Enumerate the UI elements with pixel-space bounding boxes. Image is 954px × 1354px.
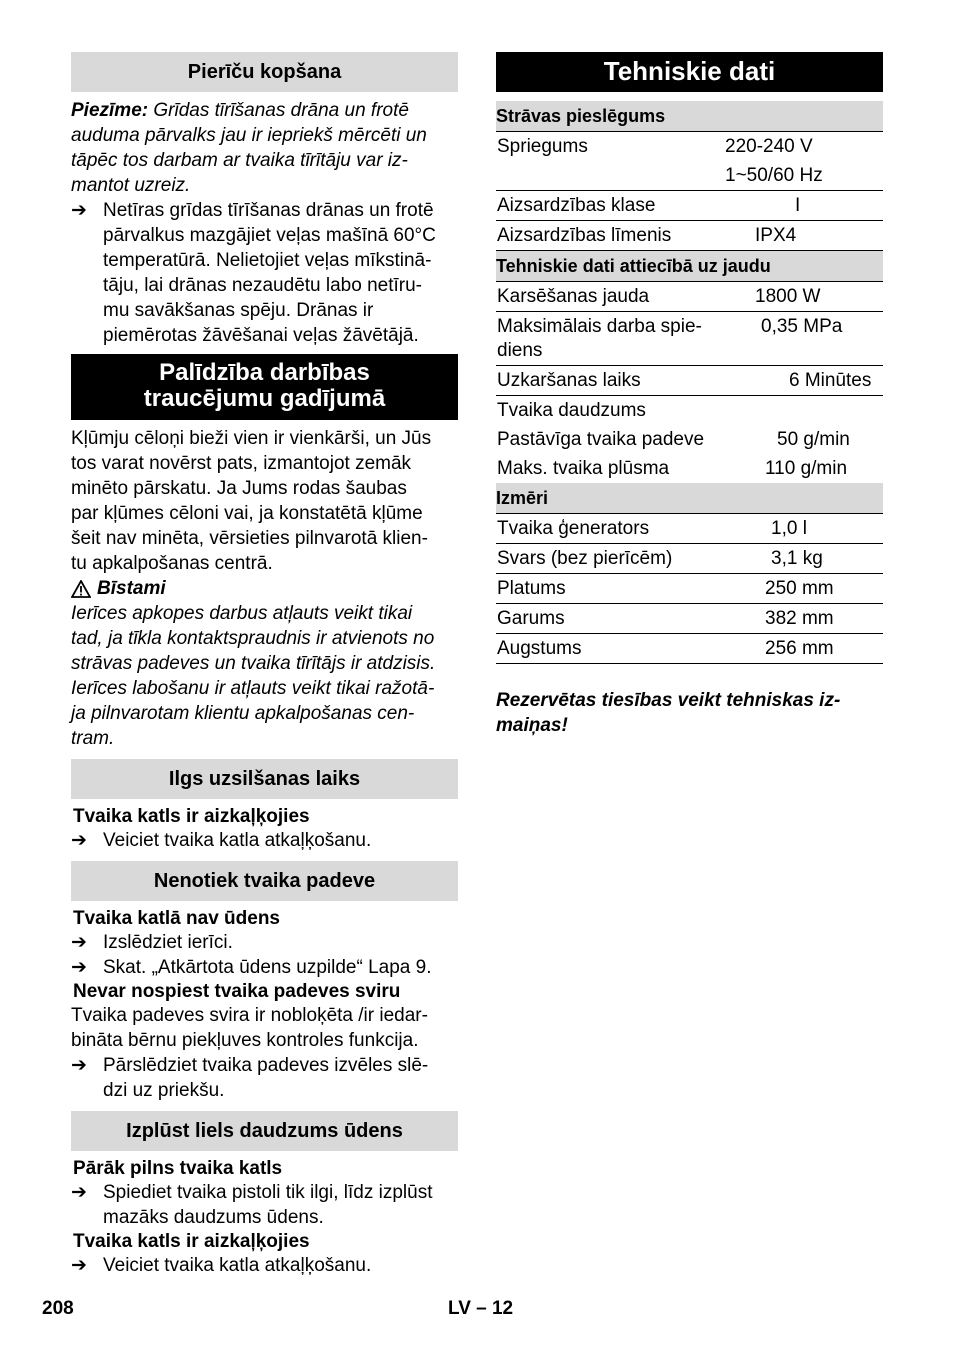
table-row xyxy=(496,574,883,604)
table-value: 3,1 kg xyxy=(725,544,883,574)
danger-text-line: strāvas padeves un tvaika tīrītājs ir atdzisis. xyxy=(71,653,436,674)
bullet-text-line: Spiediet tvaika pistoli tik ilgi, līdz izplūst xyxy=(103,1182,433,1203)
bullet-text-line: tāju, lai drānas nezaudētu labo netīru- xyxy=(103,275,422,296)
bullet-descale-2 xyxy=(71,1253,458,1278)
help-text-line: tu apkalpošanas centrā. xyxy=(71,553,273,574)
danger-text-line: tram. xyxy=(71,728,115,749)
subheading-lever-stuck: Nevar nospiest tvaika padeves sviru xyxy=(73,981,401,1002)
table-row xyxy=(496,634,883,664)
danger-text-line: tad, ja tīkla kontaktspraudnis ir atvienots no xyxy=(71,628,435,649)
bullet-text-line: Pārslēdziet tvaika padeves izvēles slē- xyxy=(103,1055,429,1076)
table-row xyxy=(496,454,883,483)
table-section-label: Tehniskie dati attiecībā uz jaudu xyxy=(496,251,883,282)
table-key-text: Augstums xyxy=(497,638,582,659)
table-value: 250 mm xyxy=(725,574,883,604)
table-value: 1~50/60 Hz xyxy=(725,161,883,191)
reserved-note-line-2: maiņas! xyxy=(496,715,568,736)
note-paragraph xyxy=(71,98,458,123)
table-key-text: Tvaika ģenerators xyxy=(497,518,650,539)
table-row xyxy=(496,366,883,396)
table-row xyxy=(496,161,883,191)
table-key-text: Tvaika daudzums xyxy=(497,400,646,421)
bullet-text: Skat. „Atkārtota ūdens uzpilde“ Lapa 9. xyxy=(103,957,432,978)
table-key xyxy=(496,454,725,483)
table-value: 256 mm xyxy=(725,634,883,664)
help-text-line: par kļūmes cēloni vai, ja konstatētā kļūme xyxy=(71,503,423,524)
language-page-label: LV – 12 xyxy=(448,1298,514,1319)
danger-text-line: Ierīces apkopes darbus atļauts veikt tikai xyxy=(71,603,413,624)
table-section-label: Strāvas pieslēgums xyxy=(496,101,883,132)
danger-heading xyxy=(71,576,458,601)
arrow-right-icon: ➔ xyxy=(71,200,87,221)
table-key-text: diens xyxy=(497,340,543,361)
table-key-text: Maksimālais darba spie- xyxy=(497,316,702,337)
table-value: 220-240 V xyxy=(725,136,813,157)
note-first-line: Grīdas tīrīšanas drāna un frotē xyxy=(148,100,409,121)
arrow-right-icon: ➔ xyxy=(71,1182,87,1203)
arrow-right-icon: ➔ xyxy=(71,830,87,851)
table-key-text: Maks. tvaika plūsma xyxy=(497,458,670,479)
table-key xyxy=(496,396,725,426)
table-key xyxy=(496,366,725,396)
table-row xyxy=(496,604,883,634)
table-row xyxy=(496,282,883,312)
reserved-note-line-1: Rezervētas tiesības veikt tehniskas iz- xyxy=(496,690,841,711)
bullet-text-line: dzi uz priekšu. xyxy=(103,1080,225,1101)
help-text-line: Kļūmju cēloņi bieži vien ir vienkārši, un Jūs xyxy=(71,428,432,449)
arrow-right-icon: ➔ xyxy=(71,1255,87,1276)
table-key xyxy=(496,221,725,251)
table-section-row xyxy=(496,251,883,282)
right-column xyxy=(496,52,883,738)
table-value: 50 g/min xyxy=(777,429,850,450)
table-key xyxy=(496,425,725,454)
bullet-descale-1 xyxy=(71,828,458,853)
table-key xyxy=(496,604,725,634)
left-column xyxy=(71,52,458,1278)
bullet-text: Veiciet tvaika katla atkaļķošanu. xyxy=(103,1255,372,1276)
table-row xyxy=(496,514,883,544)
section-heading-water-leak: Izplūst liels daudzums ūdens xyxy=(71,1111,458,1151)
table-section-row xyxy=(496,101,883,132)
warning-triangle-icon xyxy=(71,580,91,598)
table-section-label: Izmēri xyxy=(496,483,883,514)
note-line-3: tāpēc tos darbam ar tvaika tīrītāju var iz- xyxy=(71,150,408,171)
bullet-text-line: temperatūrā. Nelietojiet veļas mīkstinā- xyxy=(103,250,432,271)
bullet-press-gun xyxy=(71,1180,458,1230)
table-value xyxy=(725,396,883,426)
arrow-right-icon: ➔ xyxy=(71,1055,87,1076)
bullet-text-line: pārvalkus mazgājiet veļas mašīnā 60°C xyxy=(103,225,436,246)
help-text-line: tos varat novērst pats, izmantojot zemāk xyxy=(71,453,412,474)
table-row xyxy=(496,312,883,366)
table-value: I xyxy=(725,191,883,221)
help-text-line: šeit nav minēta, vērsieties pilnvarotā klien- xyxy=(71,528,428,549)
table-key-text: Karsēšanas jauda xyxy=(497,286,650,307)
table-value: 6 Minūtes xyxy=(725,366,883,396)
section-heading-no-steam: Nenotiek tvaika padeve xyxy=(71,861,458,901)
table-row xyxy=(496,544,883,574)
bullet-text-line: Netīras grīdas tīrīšanas drānas un frotē xyxy=(103,200,434,221)
danger-label: Bīstami xyxy=(97,578,166,599)
heading-line-1: Palīdzība darbības xyxy=(159,359,370,386)
table-value: 1800 W xyxy=(725,282,883,312)
heading-line-2: traucējumu gadījumā xyxy=(143,385,386,412)
subheading-no-water: Tvaika katlā nav ūdens xyxy=(73,908,280,929)
table-row xyxy=(496,396,883,426)
danger-text-line: Ierīces labošanu ir atļauts veikt tikai ražotā- xyxy=(71,678,435,699)
table-key-text: Garums xyxy=(497,608,565,629)
table-key-text: Aizsardzības līmenis xyxy=(497,225,672,246)
subheading-boiler-scale-2: Tvaika katls ir aizkaļķojies xyxy=(73,1231,310,1252)
table-key-text: Platums xyxy=(497,578,566,599)
table-key xyxy=(496,312,725,366)
table-row xyxy=(496,191,883,221)
arrow-right-icon: ➔ xyxy=(71,932,87,953)
bullet-text: Veiciet tvaika katla atkaļķošanu. xyxy=(103,830,372,851)
table-key xyxy=(496,191,725,221)
table-value: 382 mm xyxy=(725,604,883,634)
table-row xyxy=(496,425,883,454)
table-key xyxy=(496,544,725,574)
page-number: 208 xyxy=(42,1298,74,1319)
bullet-switch-off xyxy=(71,930,458,955)
subheading-boiler-scale-1: Tvaika katls ir aizkaļķojies xyxy=(73,806,310,827)
help-text-line: minēto pārskatu. Ja Jums rodas šaubas xyxy=(71,478,407,499)
table-key xyxy=(496,282,725,312)
note-line-2: auduma pārvalks jau ir iepriekš mērcēti un xyxy=(71,125,427,146)
subheading-overfilled: Pārāk pilns tvaika katls xyxy=(73,1158,283,1179)
danger-text-line: ja pilnvarotam klientu apkalpošanas cen- xyxy=(71,703,415,724)
section-heading-long-heatup: Ilgs uzsilšanas laiks xyxy=(71,759,458,799)
section-heading-accessory-care: Pierīču kopšana xyxy=(71,52,458,92)
table-value: IPX4 xyxy=(725,221,883,251)
table-section-row xyxy=(496,483,883,514)
table-key xyxy=(496,574,725,604)
bullet-text-line: mazāks daudzums ūdens. xyxy=(103,1207,324,1228)
lever-text-line: bināta bērnu piekļuves kontroles funkcija. xyxy=(71,1030,419,1051)
table-key xyxy=(496,161,725,191)
tech-data-table xyxy=(496,101,883,664)
table-key xyxy=(496,514,725,544)
bullet-text-line: mu savākšanas spēju. Drānas ir xyxy=(103,300,374,321)
table-value: 0,35 MPa xyxy=(725,312,883,366)
section-heading-troubleshooting xyxy=(71,354,458,420)
lever-text-line: Tvaika padeves svira ir nobloķēta /ir iedar- xyxy=(71,1005,428,1026)
arrow-right-icon: ➔ xyxy=(71,957,87,978)
bullet-text: Izslēdziet ierīci. xyxy=(103,932,233,953)
tech-data-title: Tehniskie dati xyxy=(496,52,883,92)
table-key xyxy=(496,634,725,664)
bullet-text-line: piemērotas žāvēšanai veļas žāvētājā. xyxy=(103,325,419,346)
table-key-text: Uzkaršanas laiks xyxy=(497,370,641,391)
table-key-text: Aizsardzības klase xyxy=(497,195,656,216)
table-key-text: Pastāvīga tvaika padeve xyxy=(497,429,705,450)
table-row xyxy=(496,132,883,162)
note-label: Piezīme: xyxy=(71,100,149,121)
note-line-4: mantot uzreiz. xyxy=(71,175,191,196)
table-value: 110 g/min xyxy=(765,458,848,479)
table-key xyxy=(496,132,725,162)
bullet-see-refill xyxy=(71,955,458,980)
table-key-text: Svars (bez pierīcēm) xyxy=(497,548,673,569)
table-row xyxy=(496,221,883,251)
bullet-wash xyxy=(71,198,458,348)
bullet-switch-selector xyxy=(71,1053,458,1103)
table-key-text: Spriegums xyxy=(497,136,588,157)
table-value: 1,0 l xyxy=(725,514,883,544)
